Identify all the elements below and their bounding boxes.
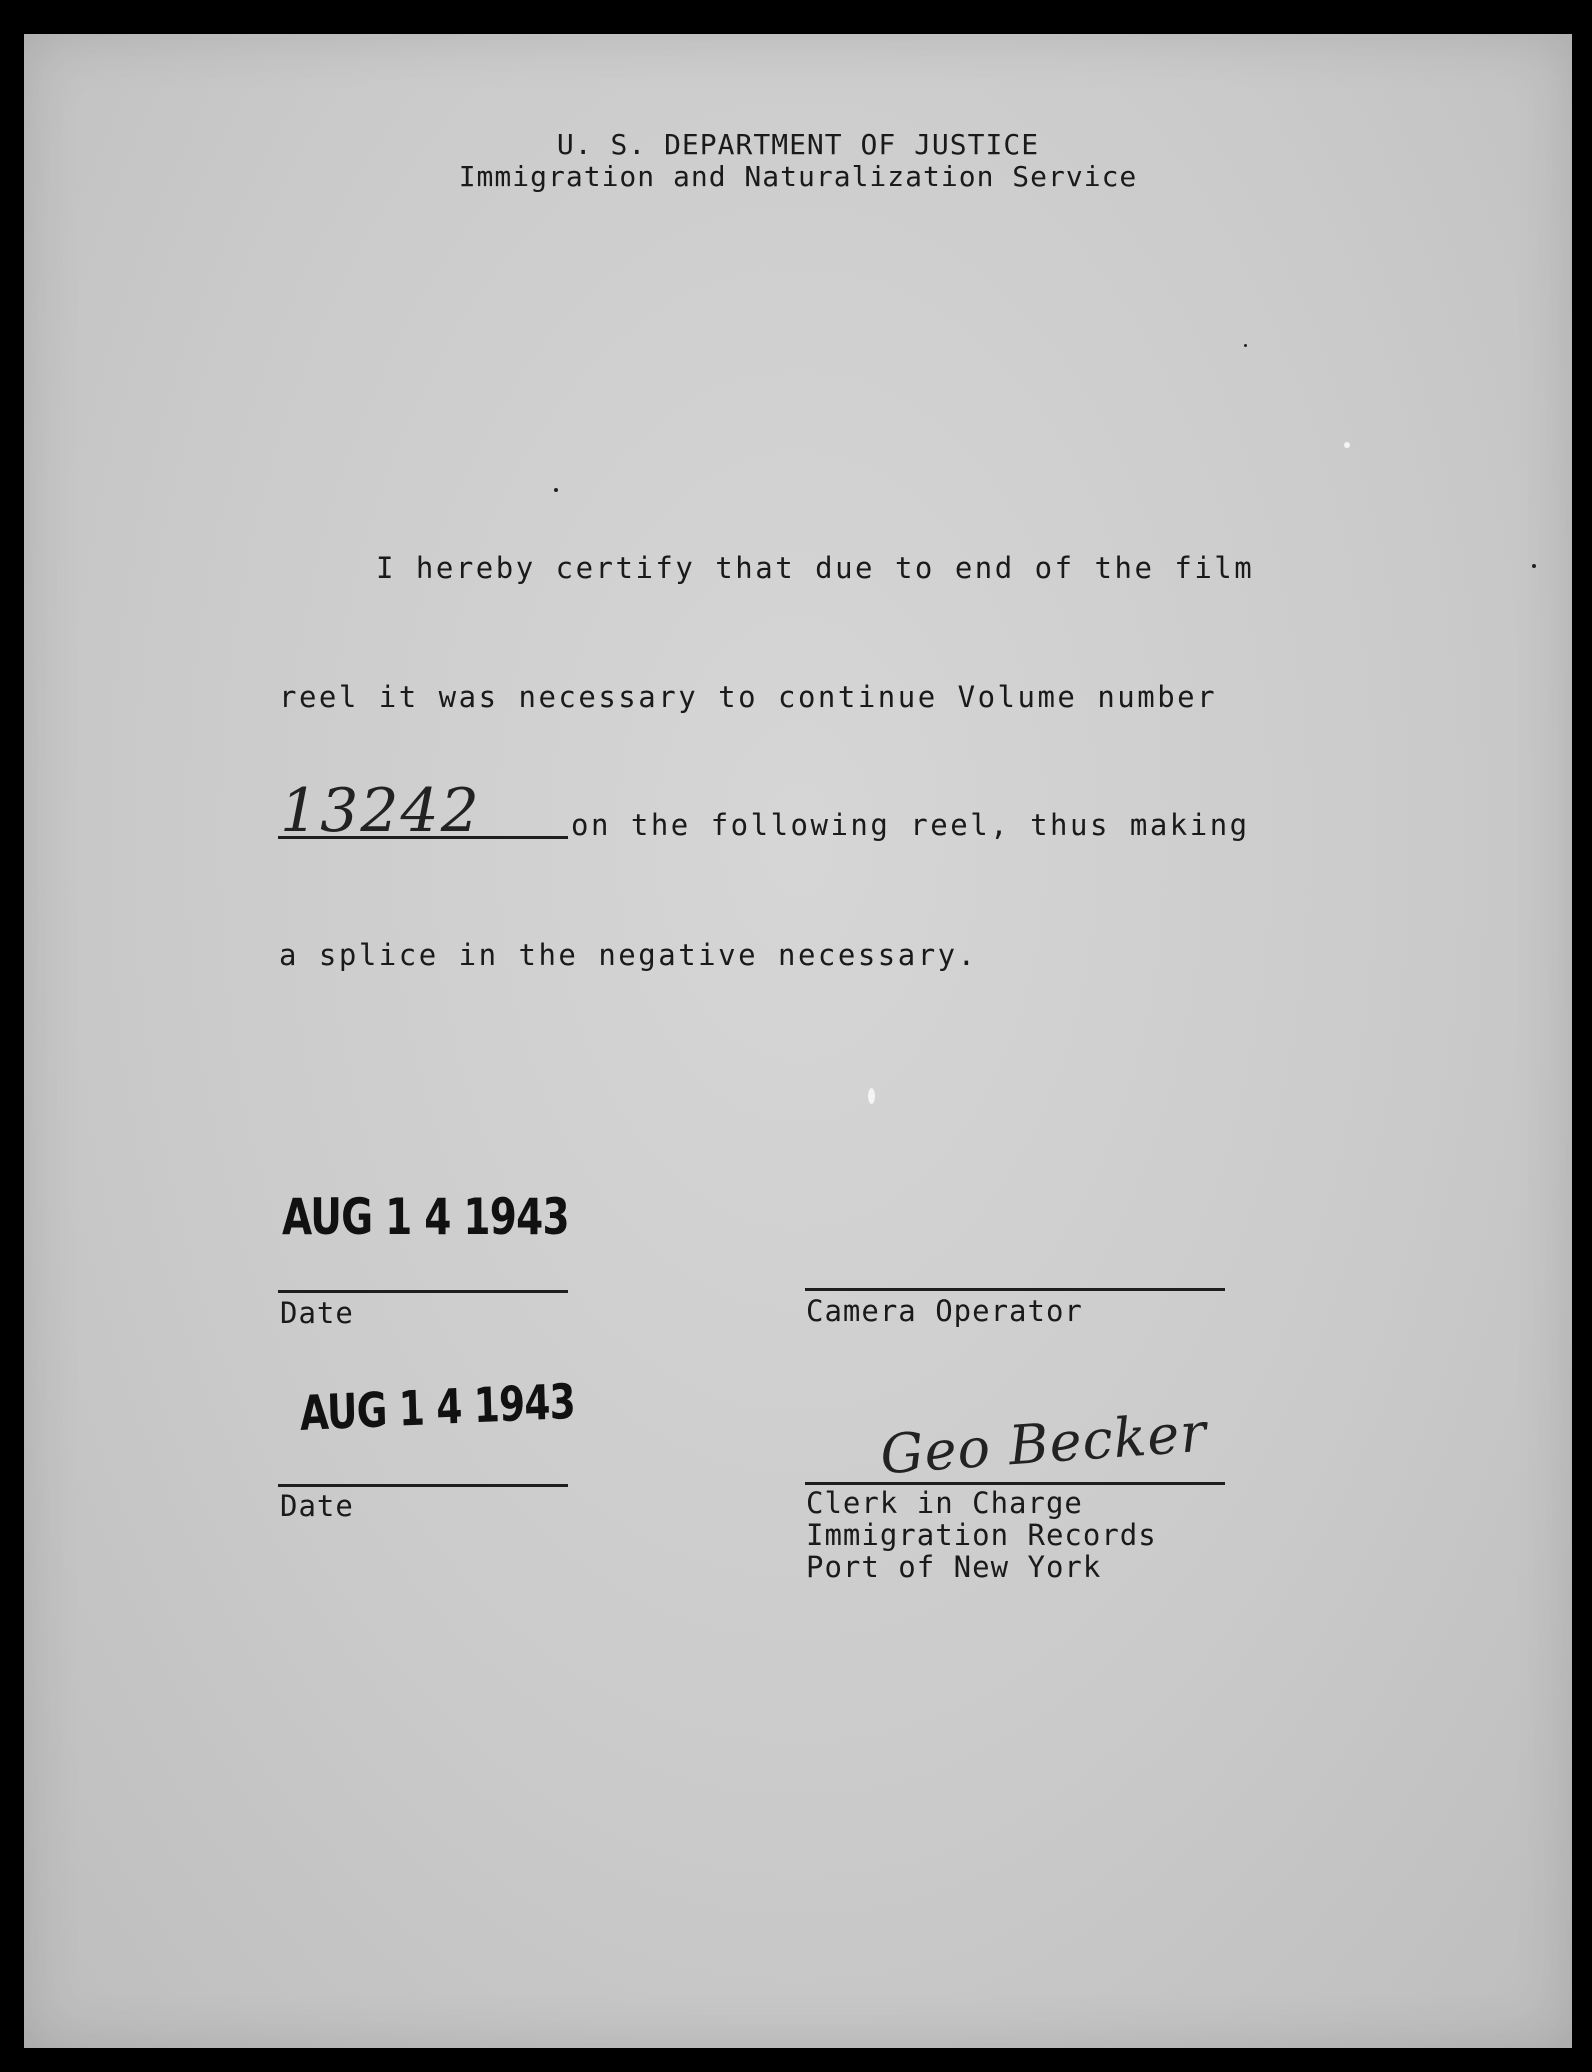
date-line-1: [278, 1290, 568, 1293]
clerk-title-1: Clerk in Charge: [806, 1486, 1083, 1520]
certificate-line-2: reel it was necessary to continue Volume number: [279, 680, 1218, 714]
film-dot: [1244, 344, 1247, 347]
document-sheet: [24, 34, 1572, 2048]
date-label-2: Date: [280, 1489, 354, 1523]
clerk-signature-line: [805, 1482, 1225, 1485]
date-stamp-1: AUG 1 4 1943: [282, 1188, 569, 1246]
certificate-line-3: on the following reel, thus making: [571, 808, 1250, 842]
camera-operator-line: [805, 1288, 1225, 1291]
clerk-signature: Geo Becker: [878, 1400, 1209, 1487]
film-speck: [868, 1088, 875, 1104]
date-line-2: [278, 1484, 568, 1487]
certificate-line-1: I hereby certify that due to end of the film: [376, 551, 1255, 585]
service-heading: Immigration and Naturalization Service: [458, 160, 1138, 193]
date-stamp-2: AUG 1 4 1943: [299, 1373, 576, 1442]
film-dot: [554, 488, 558, 492]
clerk-title-2: Immigration Records: [806, 1518, 1157, 1552]
clerk-title-3: Port of New York: [806, 1550, 1102, 1584]
date-label-1: Date: [280, 1296, 354, 1330]
certificate-line-4: a splice in the negative necessary.: [279, 938, 978, 972]
department-heading: U. S. DEPARTMENT OF JUSTICE: [556, 128, 1040, 161]
film-dot: [1532, 564, 1536, 568]
volume-number-underline: [278, 836, 568, 839]
film-speck: [1344, 442, 1350, 448]
camera-operator-label: Camera Operator: [806, 1294, 1083, 1328]
volume-number-handwritten: 13242: [280, 776, 481, 846]
